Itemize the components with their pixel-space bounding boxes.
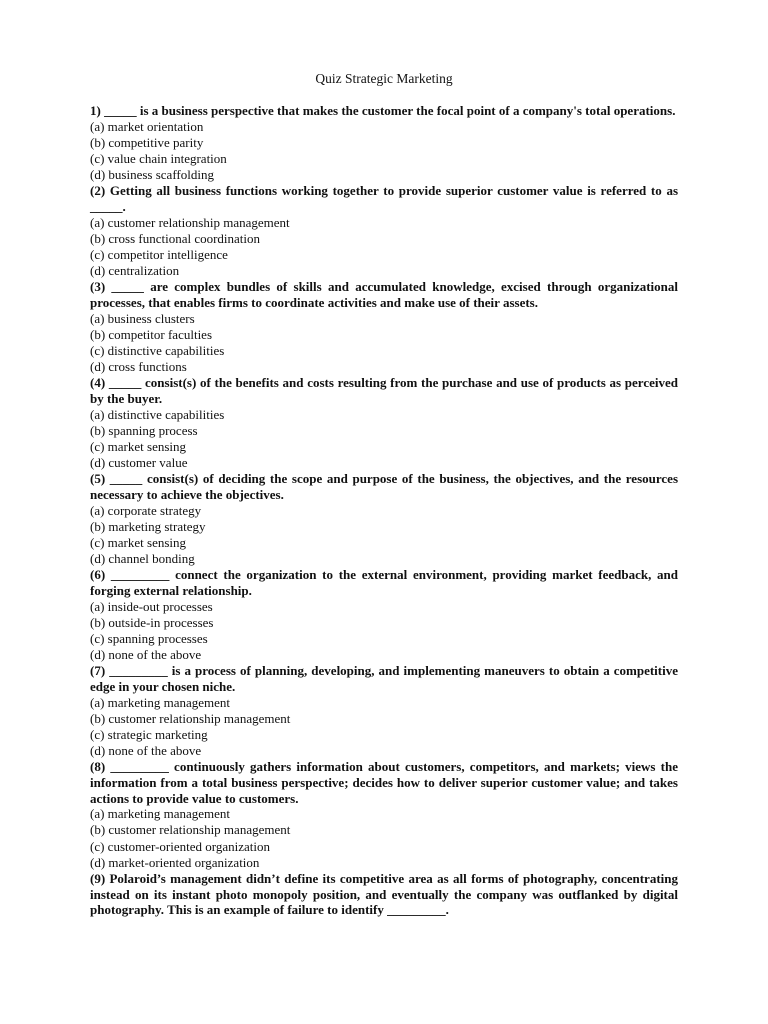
answer-options: [90, 119, 678, 183]
document-page: [90, 70, 678, 918]
answer-option-b: (b) outside-in processes: [90, 614, 214, 630]
question-stem: (8) _________ continuously gathers information about customers, competitors, and markets; views the information from a total business perspective; decides how to deliver superior customer value; and takes actions to provide value to customers.: [90, 758, 678, 806]
question-4: [90, 375, 678, 471]
answer-option-d: (d) customer value: [90, 454, 188, 470]
answer-option-a: (a) inside-out processes: [90, 598, 213, 614]
question-stem: (3) _____ are complex bundles of skills and accumulated knowledge, excised through organizational processes, that enables firms to coordinate activities and make use of their assets.: [90, 279, 678, 310]
question-stem: (9) Polaroid’s management didn’t define its competitive area as all forms of photography, concentrating instead on its instant photo monopoly position, and eventually the company was outflanked by digital photography. This is an example of failure to identify _________.: [90, 870, 678, 918]
answer-option-c: (c) value chain integration: [90, 150, 227, 166]
question-3: [90, 279, 678, 375]
answer-option-c: (c) spanning processes: [90, 630, 208, 646]
answer-option-b: (b) competitive parity: [90, 134, 204, 150]
answer-option-c: (c) distinctive capabilities: [90, 342, 225, 358]
answer-option-b: (b) cross functional coordination: [90, 230, 261, 246]
question-stem: 1) _____ is a business perspective that makes the customer the focal point of a company's total operations.: [90, 103, 676, 118]
answer-option-d: (d) cross functions: [90, 359, 187, 375]
answer-options: [90, 215, 678, 279]
answer-option-c: (c) strategic marketing: [90, 726, 208, 742]
answer-options: [90, 806, 678, 870]
question-9: [90, 871, 678, 918]
question-stem: (6) _________ connect the organization to the external environment, providing market feedback, and forging external relationship.: [90, 567, 678, 598]
question-1: [90, 103, 678, 183]
answer-option-d: (d) none of the above: [90, 646, 202, 662]
answer-option-c: (c) market sensing: [90, 438, 187, 454]
answer-options: [90, 599, 678, 663]
answer-option-a: (a) customer relationship management: [90, 214, 290, 230]
answer-option-d: (d) market-oriented organization: [90, 854, 260, 870]
answer-option-c: (c) competitor intelligence: [90, 246, 228, 262]
answer-options: [90, 695, 678, 759]
answer-options: [90, 407, 678, 471]
answer-option-c: (c) market sensing: [90, 534, 187, 550]
question-stem: (2) Getting all business functions working together to provide superior customer value is referred to as _____.: [90, 183, 678, 214]
answer-option-a: (a) corporate strategy: [90, 502, 202, 518]
answer-option-a: (a) market orientation: [90, 118, 204, 134]
answer-option-a: (a) marketing management: [90, 806, 231, 822]
question-5: [90, 471, 678, 567]
answer-option-d: (d) channel bonding: [90, 550, 195, 566]
answer-option-a: (a) marketing management: [90, 694, 231, 710]
question-stem: (5) _____ consist(s) of deciding the scope and purpose of the business, the objectives, and the resources necessary to achieve the objectives.: [90, 471, 678, 502]
document-title: Quiz Strategic Marketing: [315, 71, 453, 86]
answer-option-b: (b) marketing strategy: [90, 518, 206, 534]
answer-option-b: (b) competitor faculties: [90, 326, 213, 342]
answer-option-a: (a) business clusters: [90, 310, 195, 326]
answer-options: [90, 503, 678, 567]
answer-option-d: (d) centralization: [90, 263, 180, 279]
question-stem: (4) _____ consist(s) of the benefits and costs resulting from the purchase and use of products as perceived by the buyer.: [90, 375, 678, 406]
answer-option-d: (d) none of the above: [90, 742, 202, 758]
answer-option-b: (b) customer relationship management: [90, 822, 291, 838]
answer-option-b: (b) spanning process: [90, 422, 198, 438]
question-2: [90, 183, 678, 279]
answer-option-b: (b) customer relationship management: [90, 710, 291, 726]
answer-option-d: (d) business scaffolding: [90, 167, 214, 183]
answer-option-c: (c) customer-oriented organization: [90, 838, 270, 854]
question-6: [90, 567, 678, 663]
answer-options: [90, 311, 678, 375]
question-8: [90, 759, 678, 871]
answer-option-a: (a) distinctive capabilities: [90, 406, 225, 422]
question-stem: (7) _________ is a process of planning, developing, and implementing maneuvers to obtain a competitive edge in your chosen niche.: [90, 663, 678, 694]
question-7: [90, 663, 678, 759]
